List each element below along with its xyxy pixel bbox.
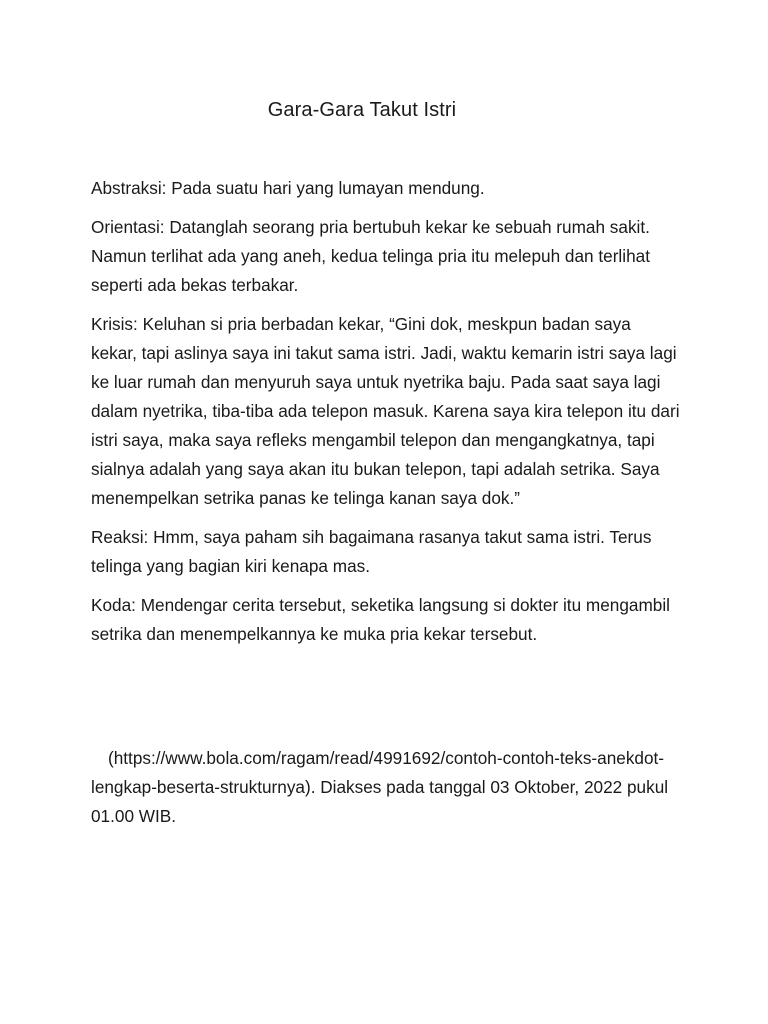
reference-citation: (https://www.bola.com/ragam/read/4991692/contoh-contoh-teks-anekdot-lengkap-beserta-strukturnya). Diakses pada tanggal 03 Oktober, 2022 pukul 01.00 WIB.: [91, 748, 669, 826]
document-body: [91, 174, 685, 659]
paragraph-koda: Koda: Mendengar cerita tersebut, seketika langsung si dokter itu mengambil setrika dan menempelkannya ke muka pria kekar tersebut.: [91, 595, 675, 644]
paragraph-abstraksi: Abstraksi: Pada suatu hari yang lumayan mendung.: [91, 178, 485, 198]
document-title: Gara-Gara Takut Istri: [267, 99, 457, 121]
paragraph-orientasi: Orientasi: Datanglah seorang pria bertubuh kekar ke sebuah rumah sakit. Namun terlihat ada yang aneh, kedua telinga pria itu melepuh dan terlihat seperti ada bekas terbakar.: [91, 217, 655, 295]
paragraph-krisis: Krisis: Keluhan si pria berbadan kekar, “Gini dok, meskpun badan saya kekar, tapi aslinya saya ini takut sama istri. Jadi, waktu kemarin istri saya lagi ke luar rumah dan menyuruh saya untuk nyetrika baju. Pada saat saya lagi dalam nyetrika, tiba-tiba ada telepon masuk. Karena saya kira telepon itu dari istri saya, maka saya refleks mengambil telepon dan mengangkatnya, tapi sialnya adalah yang saya akan itu bukan telepon, tapi adalah setrika. Saya menempelkan setrika panas ke telinga kanan saya dok.”: [91, 314, 685, 508]
paragraph-reaksi: Reaksi: Hmm, saya paham sih bagaimana rasanya takut sama istri. Terus telinga yang bagian kiri kenapa mas.: [91, 527, 657, 576]
